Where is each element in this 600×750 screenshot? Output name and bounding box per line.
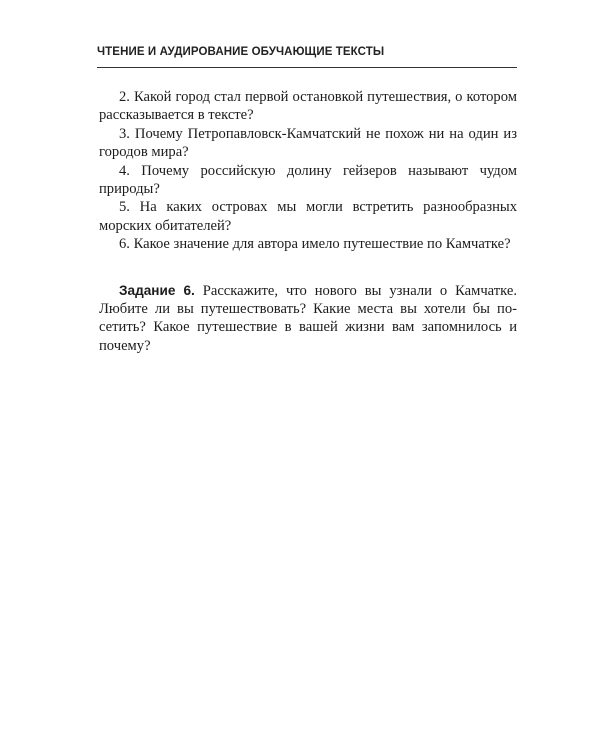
question-item-3: 3. Почему Петропавловск-Камчатский не похож ни на один из городов мира? [99,125,517,161]
question-item-4: 4. Почему российскую долину гейзеров называют чудом природы? [99,162,517,198]
header-divider [97,67,517,68]
task-text: Расскажите, что нового вы узнали о Камчатке. Любите ли вы путешествовать? Какие места вы хотели бы посетить? Какое путешествие в вашей жизни вам запомнилось и почему? [99,282,518,354]
question-item-6: 6. Какое значение для автора имело путешествие по Камчатке? [119,236,511,253]
task-paragraph [99,282,517,356]
question-list [99,88,517,254]
question-item-5: 5. На каких островах мы могли встретить разнообразных морских обитателей? [99,199,517,234]
task-label: Задание 6. [119,282,195,298]
running-header: ЧТЕНИЕ И АУДИРОВАНИЕ ОБУЧАЮЩИЕ ТЕКСТЫ [97,46,385,58]
question-item-2: 2. Какой город стал первой остановкой путешествия, о котором рассказывается в тексте? [99,89,517,124]
page-body [99,88,517,355]
